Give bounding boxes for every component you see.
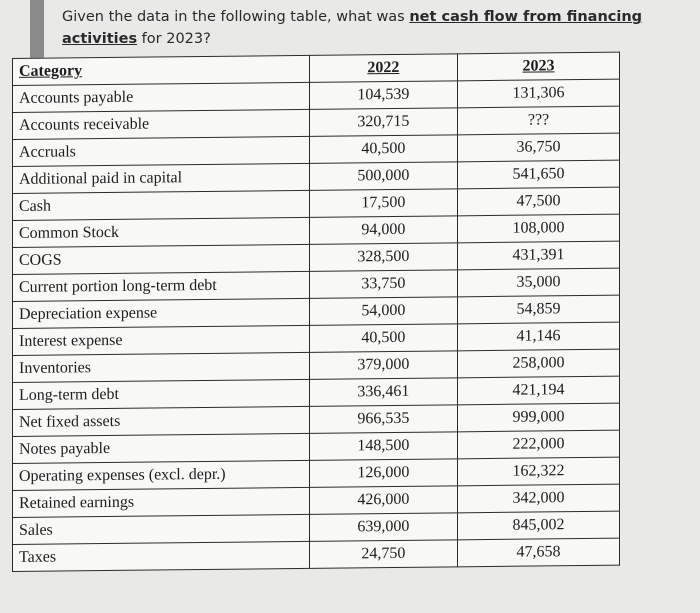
value-2023-cell: 999,000 — [458, 403, 620, 432]
value-2022-cell: 94,000 — [309, 216, 457, 245]
value-2023-cell: 36,750 — [458, 133, 620, 162]
value-2022-cell: 54,000 — [309, 297, 457, 326]
value-2023-cell: 342,000 — [458, 484, 620, 513]
category-cell: Notes payable — [13, 433, 310, 463]
value-2023-cell: ??? — [458, 106, 620, 135]
category-cell: Operating expenses (excl. depr.) — [13, 460, 310, 490]
value-2022-cell: 500,000 — [309, 162, 457, 191]
category-cell: Interest expense — [13, 325, 310, 355]
category-cell: Long-term debt — [13, 379, 310, 409]
column-header: Category — [19, 62, 83, 80]
value-2023-cell: 108,000 — [458, 214, 620, 243]
value-2022-cell: 33,750 — [309, 270, 457, 299]
value-2023-cell: 541,650 — [458, 160, 620, 189]
category-cell: Additional paid in capital — [13, 163, 310, 193]
category-cell: Net fixed assets — [13, 406, 310, 436]
value-2022-cell: 328,500 — [309, 243, 457, 272]
value-2023-cell: 35,000 — [458, 268, 620, 297]
value-2022-cell: 24,750 — [309, 540, 457, 569]
value-2023-cell: 41,146 — [458, 322, 620, 351]
value-2022-cell: 40,500 — [309, 324, 457, 353]
value-2022-cell: 426,000 — [309, 486, 457, 515]
column-header: 2023 — [522, 57, 555, 75]
category-cell: Taxes — [13, 541, 310, 571]
value-2023-cell: 421,194 — [458, 376, 620, 405]
value-2022-cell: 40,500 — [309, 135, 457, 164]
question-emphasis: net cash flow from financing activities — [62, 9, 643, 47]
value-2022-cell: 379,000 — [309, 351, 457, 380]
value-2022-cell: 17,500 — [309, 189, 457, 218]
category-cell: Common Stock — [13, 217, 310, 247]
category-cell: Sales — [13, 514, 310, 544]
value-2023-cell: 47,500 — [458, 187, 620, 216]
value-2022-cell: 639,000 — [309, 513, 457, 542]
value-2023-cell: 47,658 — [458, 538, 620, 567]
value-2023-cell: 222,000 — [458, 430, 620, 459]
question-text — [62, 6, 662, 50]
category-cell: Current portion long-term debt — [13, 271, 310, 301]
value-2023-cell: 131,306 — [458, 79, 620, 108]
category-cell: Accruals — [13, 136, 310, 166]
category-cell: Accounts payable — [13, 82, 310, 112]
question-suffix: for 2023? — [137, 31, 211, 47]
question-prefix: Given the data in the following table, what was — [62, 9, 410, 25]
value-2022-cell: 126,000 — [309, 459, 457, 488]
value-2022-cell: 148,500 — [309, 432, 457, 461]
value-2022-cell: 320,715 — [309, 108, 457, 137]
value-2022-cell: 966,535 — [309, 405, 457, 434]
value-2022-cell: 104,539 — [309, 81, 457, 110]
value-2023-cell: 258,000 — [458, 349, 620, 378]
category-cell: Depreciation expense — [13, 298, 310, 328]
table-row — [13, 538, 620, 571]
value-2023-cell: 162,322 — [458, 457, 620, 486]
value-2023-cell: 431,391 — [458, 241, 620, 270]
value-2023-cell: 845,002 — [458, 511, 620, 540]
page-side-bar — [30, 0, 44, 60]
category-cell: Inventories — [13, 352, 310, 382]
category-cell: Cash — [13, 190, 310, 220]
data-table — [12, 52, 620, 572]
value-2023-cell: 54,859 — [458, 295, 620, 324]
category-cell: COGS — [13, 244, 310, 274]
value-2022-cell: 336,461 — [309, 378, 457, 407]
category-cell: Retained earnings — [13, 487, 310, 517]
category-cell: Accounts receivable — [13, 109, 310, 139]
column-header: 2022 — [367, 58, 400, 77]
